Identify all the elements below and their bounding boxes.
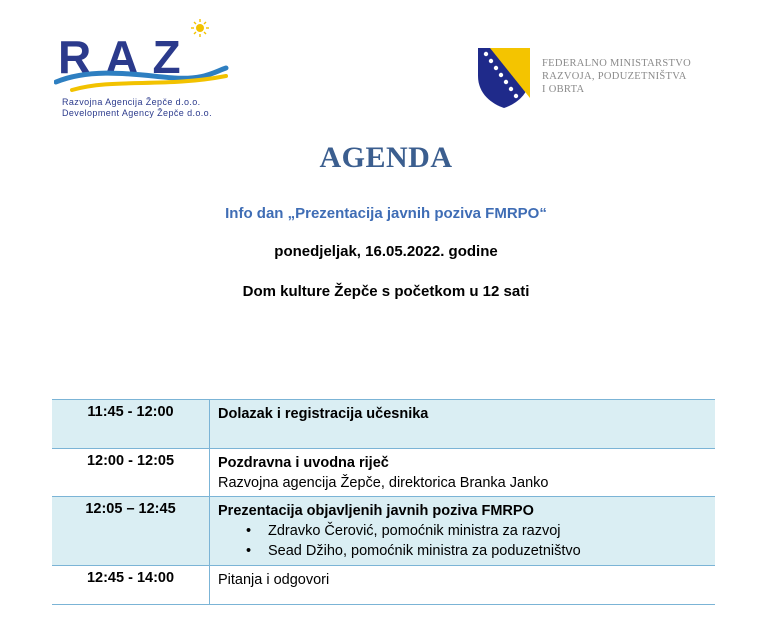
bih-shield-icon xyxy=(476,46,532,110)
agenda-item-title: Pozdravna i uvodna riječ xyxy=(218,455,389,471)
agenda-table xyxy=(52,399,715,605)
agenda-time: 12:00 - 12:05 xyxy=(52,449,210,496)
bullet-icon: • xyxy=(246,543,252,559)
bullet-icon: • xyxy=(246,523,252,539)
raz-name-english: Development Agency Žepče d.o.o. xyxy=(62,108,212,118)
raz-logo xyxy=(54,18,229,118)
raz-name-local: Razvojna Agencija Žepče d.o.o. xyxy=(62,97,201,107)
ministry-name-line: FEDERALNO MINISTARSTVO xyxy=(542,58,691,69)
agenda-description xyxy=(210,497,715,565)
agenda-description xyxy=(210,449,715,496)
agenda-time: 12:05 – 12:45 xyxy=(52,497,210,565)
agenda-row xyxy=(52,399,715,448)
agenda-row xyxy=(52,448,715,496)
ministry-logo xyxy=(476,46,736,116)
agenda-time: 12:45 - 14:00 xyxy=(52,566,210,604)
page-title: AGENDA xyxy=(319,141,453,174)
speaker-text: Sead Džiho, pomoćnik ministra za poduzetništvo xyxy=(268,543,581,559)
agenda-description xyxy=(210,566,715,604)
ministry-name-line: I OBRTA xyxy=(542,84,585,95)
raz-letters: RAZ xyxy=(58,31,195,83)
ministry-name-line: RAZVOJA, PODUZETNIŠTVA xyxy=(542,71,687,82)
raz-logo-graphic xyxy=(54,18,229,98)
event-venue: Dom kulture Žepče s početkom u 12 sati xyxy=(242,283,530,300)
agenda-item-detail: Razvojna agencija Žepče, direktorica Branka Janko xyxy=(218,475,549,491)
speaker-list xyxy=(218,521,715,561)
speaker-text: Zdravko Čerović, pomoćnik ministra za razvoj xyxy=(268,523,561,539)
agenda-description xyxy=(210,400,715,448)
agenda-row xyxy=(52,565,715,605)
ministry-name xyxy=(542,57,691,96)
event-subtitle: Info dan „Prezentacija javnih poziva FMRPO“ xyxy=(225,205,547,222)
agenda-item-title: Pitanja i odgovori xyxy=(218,572,330,588)
agenda-item-title: Prezentacija objavljenih javnih poziva FMRPO xyxy=(218,503,534,519)
agenda-item-title: Dolazak i registracija učesnika xyxy=(218,406,429,422)
speaker-item xyxy=(246,521,715,541)
agenda-row xyxy=(52,496,715,565)
speaker-item xyxy=(246,541,715,561)
agenda-time: 11:45 - 12:00 xyxy=(52,400,210,448)
event-date: ponedjeljak, 16.05.2022. godine xyxy=(274,243,498,260)
